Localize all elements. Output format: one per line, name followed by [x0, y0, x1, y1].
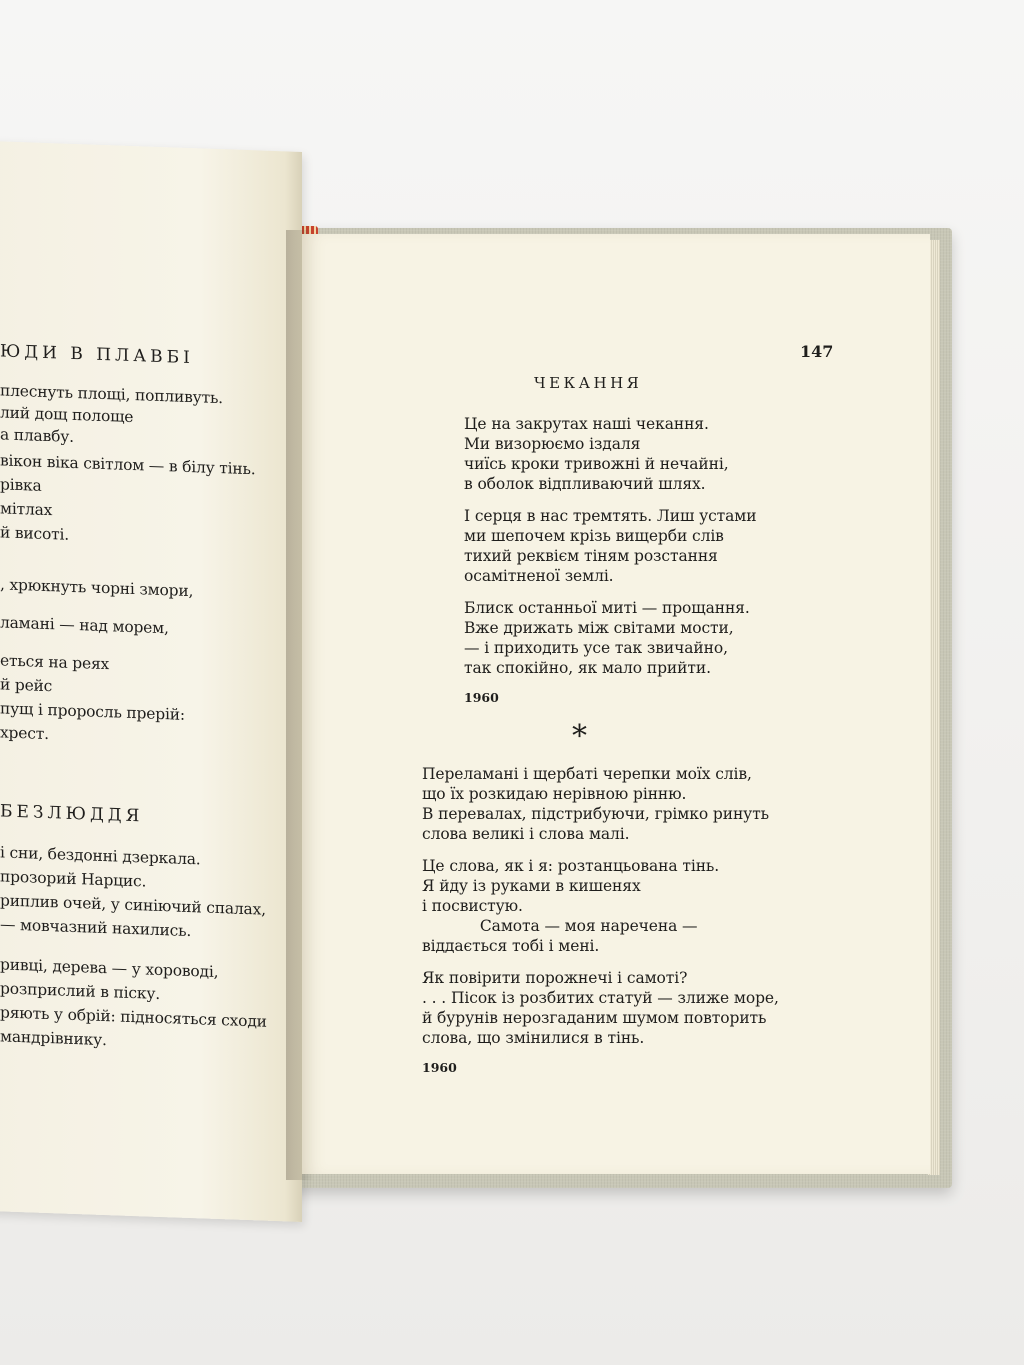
left-poem1-line: хрест.: [0, 723, 49, 744]
left-poem2-title: БЕЗЛЮДДЯ: [0, 801, 144, 827]
left-poem2-line: риплив очей, у синіючий спалах,: [0, 891, 266, 919]
right-poem2-line: Самота — моя наречена —: [422, 917, 698, 935]
right-poem2-line: що їх розкидаю нерівною рінню.: [422, 785, 687, 803]
right-poem1-title: ЧЕКАННЯ: [534, 374, 643, 392]
left-poem2-line: прозорий Нарцис.: [0, 867, 147, 891]
left-poem1-line: плеснуть площі, попливуть.: [0, 381, 223, 408]
section-separator: *: [572, 719, 587, 754]
right-poem1-line: чиїсь кроки тривожні й нечайні,: [464, 455, 729, 473]
left-poem1-line: вікон віка світлом — в білу тінь.: [0, 451, 256, 479]
right-poem2-line: Переламані і щербаті черепки моїх слів,: [422, 765, 752, 783]
left-poem2-line: — мовчазний нахились.: [0, 915, 192, 941]
right-poem2-line: Це слова, як і я: розтанцьована тінь.: [422, 857, 720, 875]
right-poem1-line: Це на закрутах наші чекання.: [464, 415, 709, 433]
right-poem1-year: 1960: [464, 690, 499, 705]
left-poem2-line: ряють у обрій: підносяться сходи: [0, 1003, 267, 1031]
right-poem2-line: В перевалах, підстрибуючи, грімко ринуть: [422, 805, 770, 823]
right-poem2-line: й бурунів нерозгаданим шумом повторить: [422, 1009, 767, 1027]
left-poem1-line: рівка: [0, 475, 42, 495]
right-poem1-line: Блиск останньої миті — прощання.: [464, 599, 750, 617]
right-poem2-line: і посвистую.: [422, 897, 523, 915]
left-poem1-line: лий дощ полоще: [0, 403, 134, 427]
right-poem1-line: І серця в нас тремтять. Лиш устами: [464, 507, 757, 525]
right-poem1-line: ми шепочем крізь вищерби слів: [464, 527, 724, 545]
left-poem1-line: й висоті.: [0, 523, 69, 544]
left-poem1-title: ЮДИ В ПЛАВБІ: [0, 341, 194, 369]
left-poem2-line: ривці, дерева — у хороводі,: [0, 955, 219, 982]
right-poem2-line: . . . Пісок із розбитих статуй — злиже море,: [422, 989, 779, 1007]
left-poem1-line: еться на реях: [0, 651, 110, 674]
right-poem2-line: Я йду із руками в кишенях: [422, 877, 641, 895]
left-poem2-line: розприслий в піску.: [0, 979, 160, 1003]
right-poem1-line: Вже дрижать між світами мости,: [464, 619, 734, 637]
right-poem2-line: слова великі і слова малі.: [422, 825, 630, 843]
left-poem2-line: і сни, бездонні дзеркала.: [0, 843, 201, 869]
right-poem1-line: осамітненої землі.: [464, 567, 614, 585]
right-poem2-line: слова, що змінилися в тінь.: [422, 1029, 645, 1047]
right-poem1-line: — і приходить усе так звичайно,: [464, 639, 728, 657]
page-number: 147: [800, 342, 834, 361]
left-poem1-line: пущ і проросль прерій:: [0, 699, 185, 724]
left-page: [0, 140, 302, 1222]
right-poem1-line: так спокійно, як мало прийти.: [464, 659, 711, 677]
right-poem2-year: 1960: [422, 1060, 457, 1075]
left-poem1-line: а плавбу.: [0, 425, 74, 446]
right-poem1-line: в оболок відпливаючий шлях.: [464, 475, 706, 493]
left-poem1-line: , хрюкнуть чорні змори,: [0, 575, 194, 601]
left-poem1-line: ламані — над морем,: [0, 613, 169, 638]
left-poem1-line: й рейс: [0, 675, 53, 696]
right-poem2-line: Як повірити порожнечі і самоті?: [422, 969, 688, 987]
left-poem1-line: мітлах: [0, 499, 53, 520]
right-poem1-line: тихий реквієм тіням розстання: [464, 547, 718, 565]
right-page: [302, 234, 930, 1174]
left-poem2-line: мандрівнику.: [0, 1027, 107, 1050]
right-poem1-line: Ми визорюємо іздаля: [464, 435, 641, 453]
right-poem2-line: віддається тобі і мені.: [422, 937, 600, 955]
